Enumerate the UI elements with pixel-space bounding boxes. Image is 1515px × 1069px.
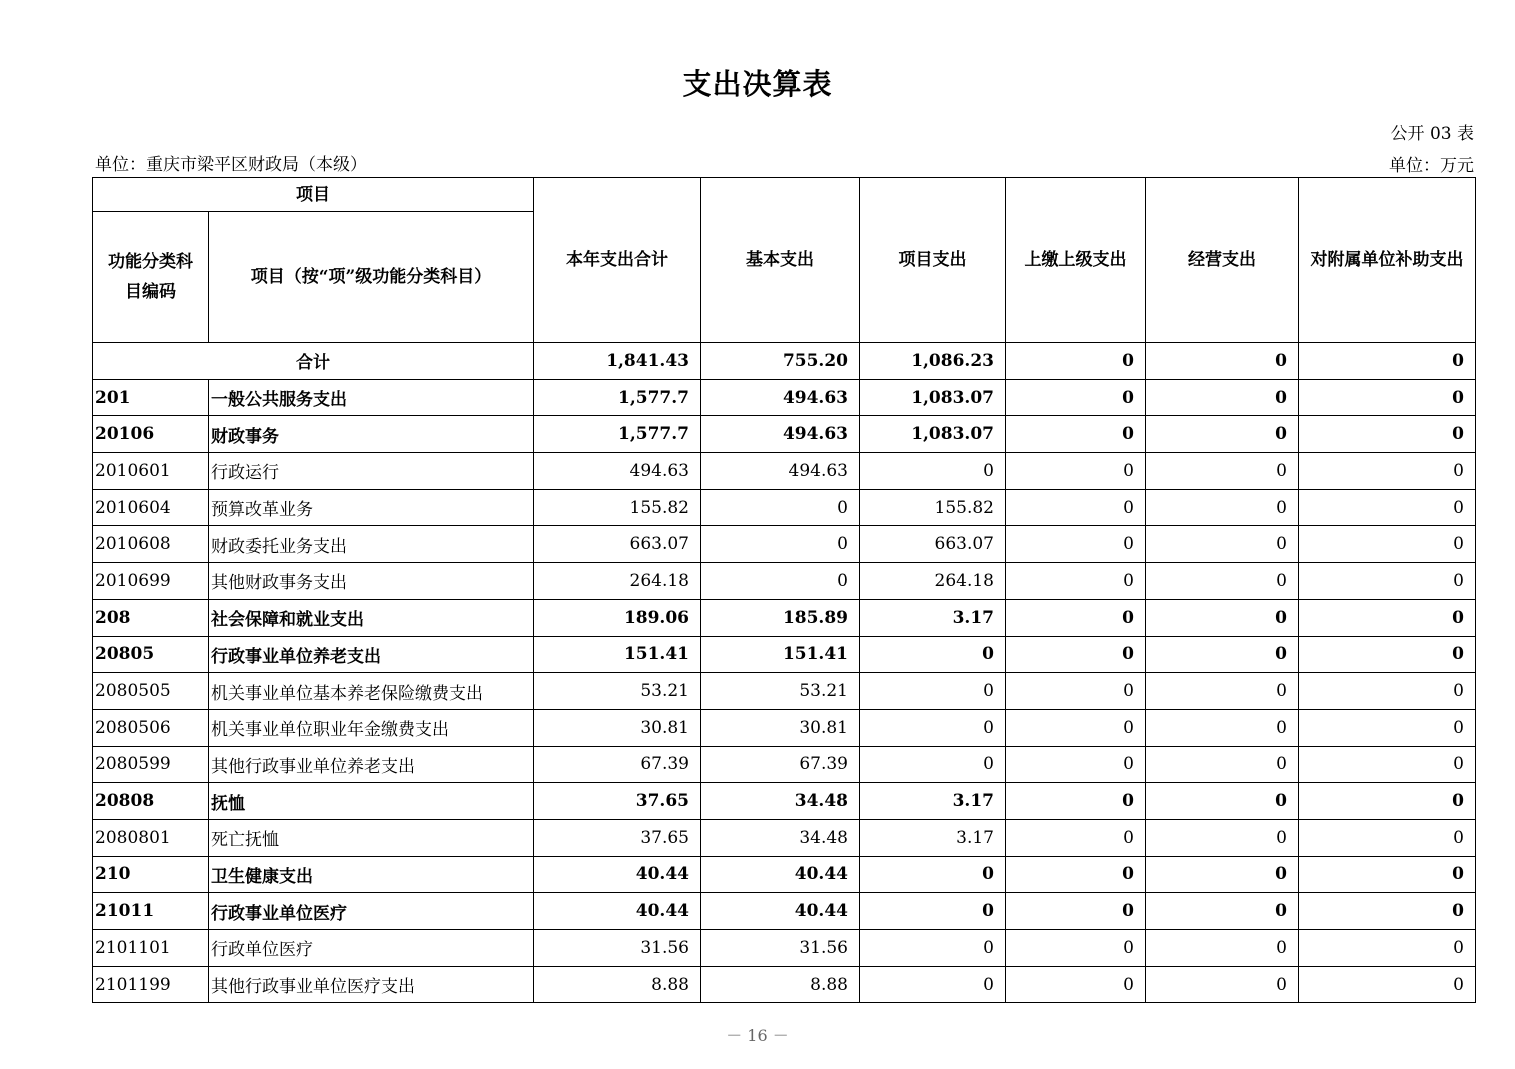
- table-row: [93, 379, 1476, 416]
- row-code: 201: [93, 379, 209, 416]
- table-row: [93, 709, 1476, 746]
- table-row: [93, 930, 1476, 967]
- cell-upper: 0: [1006, 453, 1146, 490]
- cell-project: 1,086.23: [860, 343, 1006, 380]
- cell-subsidy: 0: [1299, 636, 1476, 673]
- cell-project: 663.07: [860, 526, 1006, 563]
- cell-business: 0: [1146, 673, 1299, 710]
- expenditure-table: [92, 177, 1476, 1003]
- header-basic: 基本支出: [701, 178, 860, 343]
- cell-business: 0: [1146, 416, 1299, 453]
- cell-business: 0: [1146, 343, 1299, 380]
- row-name: 死亡抚恤: [209, 819, 534, 856]
- cell-total: 37.65: [534, 819, 701, 856]
- cell-project: 3.17: [860, 599, 1006, 636]
- cell-total: 1,577.7: [534, 379, 701, 416]
- cell-business: 0: [1146, 379, 1299, 416]
- cell-project: 1,083.07: [860, 416, 1006, 453]
- cell-business: 0: [1146, 563, 1299, 600]
- cell-upper: 0: [1006, 563, 1146, 600]
- cell-total: 40.44: [534, 856, 701, 893]
- cell-business: 0: [1146, 783, 1299, 820]
- table-row: [93, 453, 1476, 490]
- table-row: [93, 563, 1476, 600]
- cell-business: 0: [1146, 636, 1299, 673]
- cell-subsidy: 0: [1299, 893, 1476, 930]
- cell-subsidy: 0: [1299, 966, 1476, 1003]
- row-code: 20805: [93, 636, 209, 673]
- header-business: 经营支出: [1146, 178, 1299, 343]
- cell-subsidy: 0: [1299, 416, 1476, 453]
- cell-total: 31.56: [534, 930, 701, 967]
- cell-upper: 0: [1006, 379, 1146, 416]
- page-title: 支出决算表: [682, 67, 833, 101]
- cell-project: 3.17: [860, 783, 1006, 820]
- cell-basic: 0: [701, 489, 860, 526]
- cell-basic: 40.44: [701, 856, 860, 893]
- cell-total: 8.88: [534, 966, 701, 1003]
- row-name: 机关事业单位基本养老保险缴费支出: [209, 673, 534, 710]
- cell-subsidy: 0: [1299, 709, 1476, 746]
- cell-business: 0: [1146, 746, 1299, 783]
- cell-project: 3.17: [860, 819, 1006, 856]
- total-label: 合计: [93, 343, 534, 380]
- row-code: 2101199: [93, 966, 209, 1003]
- cell-project: 0: [860, 893, 1006, 930]
- cell-subsidy: 0: [1299, 819, 1476, 856]
- row-code: 20808: [93, 783, 209, 820]
- table-row: [93, 819, 1476, 856]
- page-number: － 16 －: [726, 1026, 789, 1045]
- cell-basic: 8.88: [701, 966, 860, 1003]
- currency-unit: 单位：万元: [1389, 156, 1474, 176]
- cell-upper: 0: [1006, 746, 1146, 783]
- cell-total: 40.44: [534, 893, 701, 930]
- row-name: 行政事业单位医疗: [209, 893, 534, 930]
- row-code: 20106: [93, 416, 209, 453]
- table-row: [93, 893, 1476, 930]
- cell-upper: 0: [1006, 526, 1146, 563]
- cell-business: 0: [1146, 930, 1299, 967]
- table-row: [93, 416, 1476, 453]
- row-name: 其他行政事业单位养老支出: [209, 746, 534, 783]
- row-code: 21011: [93, 893, 209, 930]
- cell-basic: 53.21: [701, 673, 860, 710]
- cell-upper: 0: [1006, 489, 1146, 526]
- header-project-expenditure: 项目支出: [860, 178, 1006, 343]
- cell-basic: 31.56: [701, 930, 860, 967]
- cell-basic: 0: [701, 563, 860, 600]
- cell-total: 30.81: [534, 709, 701, 746]
- row-code: 2010608: [93, 526, 209, 563]
- row-code: 2010604: [93, 489, 209, 526]
- cell-upper: 0: [1006, 636, 1146, 673]
- table-row: [93, 966, 1476, 1003]
- cell-project: 0: [860, 453, 1006, 490]
- header-total: 本年支出合计: [534, 178, 701, 343]
- cell-project: 0: [860, 709, 1006, 746]
- cell-subsidy: 0: [1299, 856, 1476, 893]
- cell-subsidy: 0: [1299, 343, 1476, 380]
- cell-upper: 0: [1006, 673, 1146, 710]
- cell-subsidy: 0: [1299, 599, 1476, 636]
- cell-business: 0: [1146, 893, 1299, 930]
- cell-business: 0: [1146, 856, 1299, 893]
- cell-total: 37.65: [534, 783, 701, 820]
- table-row: [93, 783, 1476, 820]
- cell-subsidy: 0: [1299, 489, 1476, 526]
- row-name: 行政事业单位养老支出: [209, 636, 534, 673]
- cell-project: 1,083.07: [860, 379, 1006, 416]
- form-number: 公开 03 表: [1390, 124, 1474, 144]
- cell-total: 1,841.43: [534, 343, 701, 380]
- row-code: 2010601: [93, 453, 209, 490]
- cell-total: 189.06: [534, 599, 701, 636]
- cell-upper: 0: [1006, 930, 1146, 967]
- cell-project: 0: [860, 966, 1006, 1003]
- row-code: 210: [93, 856, 209, 893]
- row-code: 2080801: [93, 819, 209, 856]
- row-name: 行政运行: [209, 453, 534, 490]
- row-code: 208: [93, 599, 209, 636]
- cell-basic: 494.63: [701, 379, 860, 416]
- header-name: 项目（按“项”级功能分类科目）: [209, 212, 534, 343]
- cell-upper: 0: [1006, 966, 1146, 1003]
- cell-project: 155.82: [860, 489, 1006, 526]
- cell-basic: 0: [701, 526, 860, 563]
- cell-upper: 0: [1006, 819, 1146, 856]
- table-row: [93, 489, 1476, 526]
- row-code: 2010699: [93, 563, 209, 600]
- cell-upper: 0: [1006, 709, 1146, 746]
- cell-project: 264.18: [860, 563, 1006, 600]
- cell-business: 0: [1146, 599, 1299, 636]
- header-code: 功能分类科目编码: [93, 212, 209, 343]
- cell-project: 0: [860, 930, 1006, 967]
- cell-business: 0: [1146, 489, 1299, 526]
- cell-basic: 34.48: [701, 819, 860, 856]
- cell-basic: 151.41: [701, 636, 860, 673]
- row-code: 2080506: [93, 709, 209, 746]
- total-row: [93, 343, 1476, 380]
- cell-subsidy: 0: [1299, 930, 1476, 967]
- cell-basic: 185.89: [701, 599, 860, 636]
- table-body: [93, 343, 1476, 1003]
- cell-project: 0: [860, 636, 1006, 673]
- row-name: 其他财政事务支出: [209, 563, 534, 600]
- cell-upper: 0: [1006, 343, 1146, 380]
- row-name: 其他行政事业单位医疗支出: [209, 966, 534, 1003]
- cell-business: 0: [1146, 709, 1299, 746]
- cell-total: 151.41: [534, 636, 701, 673]
- row-name: 行政单位医疗: [209, 930, 534, 967]
- row-name: 财政委托业务支出: [209, 526, 534, 563]
- table-row: [93, 673, 1476, 710]
- row-name: 社会保障和就业支出: [209, 599, 534, 636]
- cell-project: 0: [860, 856, 1006, 893]
- cell-basic: 40.44: [701, 893, 860, 930]
- row-name: 抚恤: [209, 783, 534, 820]
- row-name: 卫生健康支出: [209, 856, 534, 893]
- cell-total: 494.63: [534, 453, 701, 490]
- table-row: [93, 856, 1476, 893]
- unit-name: 单位：重庆市梁平区财政局（本级）: [95, 155, 367, 175]
- row-name: 预算改革业务: [209, 489, 534, 526]
- cell-total: 264.18: [534, 563, 701, 600]
- cell-basic: 30.81: [701, 709, 860, 746]
- row-code: 2101101: [93, 930, 209, 967]
- cell-subsidy: 0: [1299, 673, 1476, 710]
- header-subsidy: 对附属单位补助支出: [1299, 178, 1476, 343]
- header-project: 项目: [93, 178, 534, 212]
- cell-basic: 755.20: [701, 343, 860, 380]
- cell-subsidy: 0: [1299, 783, 1476, 820]
- cell-basic: 494.63: [701, 416, 860, 453]
- cell-total: 53.21: [534, 673, 701, 710]
- cell-upper: 0: [1006, 893, 1146, 930]
- header-upper: 上缴上级支出: [1006, 178, 1146, 343]
- cell-total: 1,577.7: [534, 416, 701, 453]
- cell-upper: 0: [1006, 856, 1146, 893]
- cell-business: 0: [1146, 966, 1299, 1003]
- cell-project: 0: [860, 673, 1006, 710]
- cell-business: 0: [1146, 526, 1299, 563]
- cell-subsidy: 0: [1299, 379, 1476, 416]
- table-row: [93, 636, 1476, 673]
- table-header: [93, 178, 1476, 343]
- cell-upper: 0: [1006, 599, 1146, 636]
- cell-subsidy: 0: [1299, 563, 1476, 600]
- cell-project: 0: [860, 746, 1006, 783]
- row-name: 财政事务: [209, 416, 534, 453]
- cell-basic: 67.39: [701, 746, 860, 783]
- cell-basic: 494.63: [701, 453, 860, 490]
- row-code: 2080505: [93, 673, 209, 710]
- table-row: [93, 746, 1476, 783]
- cell-upper: 0: [1006, 416, 1146, 453]
- row-code: 2080599: [93, 746, 209, 783]
- cell-total: 663.07: [534, 526, 701, 563]
- cell-subsidy: 0: [1299, 453, 1476, 490]
- cell-subsidy: 0: [1299, 526, 1476, 563]
- table-row: [93, 599, 1476, 636]
- cell-subsidy: 0: [1299, 746, 1476, 783]
- cell-total: 67.39: [534, 746, 701, 783]
- row-name: 机关事业单位职业年金缴费支出: [209, 709, 534, 746]
- cell-upper: 0: [1006, 783, 1146, 820]
- cell-basic: 34.48: [701, 783, 860, 820]
- table-row: [93, 526, 1476, 563]
- cell-total: 155.82: [534, 489, 701, 526]
- row-name: 一般公共服务支出: [209, 379, 534, 416]
- cell-business: 0: [1146, 453, 1299, 490]
- cell-business: 0: [1146, 819, 1299, 856]
